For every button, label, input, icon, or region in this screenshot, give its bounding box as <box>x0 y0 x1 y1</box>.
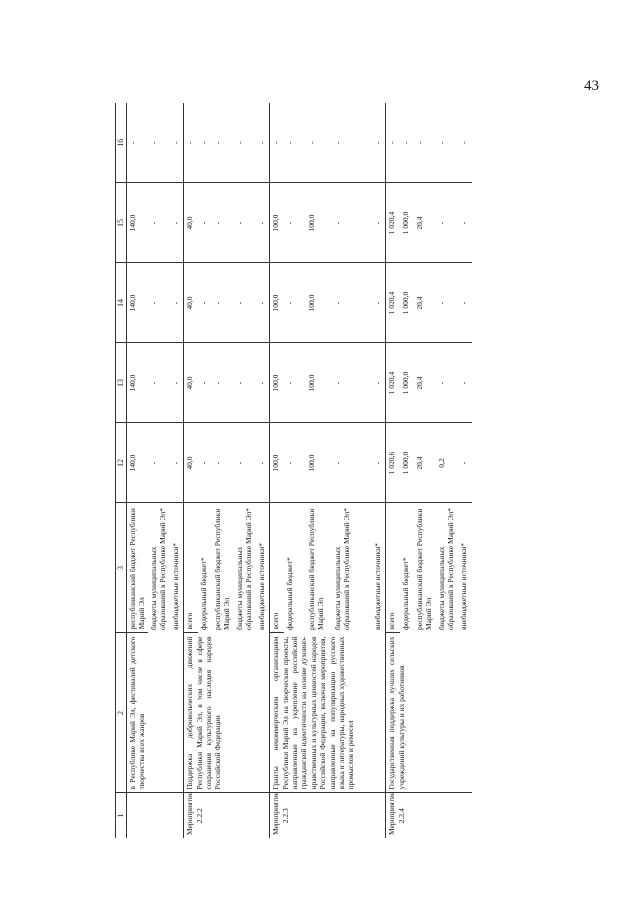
funding-source: республиканский бюджет Республики Марий Эл <box>127 503 148 633</box>
funding-source: республиканский бюджет Республики Марий Эл <box>212 508 232 630</box>
amount-cell-15: 40,0 <box>184 183 198 263</box>
amount-cell-13: - <box>372 343 386 423</box>
amount-cell-12: - <box>234 423 256 503</box>
amount-cell-13: - <box>458 343 472 423</box>
amount-cell-13: - <box>148 343 170 423</box>
amount-cell-16: - <box>270 103 284 183</box>
amount-cell-14: 100,0 <box>306 263 332 343</box>
amount-cell-13: 140,0 <box>127 343 148 423</box>
amount-cell-12: - <box>148 423 170 503</box>
funding-source: республиканский бюджет Республики Марий Эл <box>306 508 326 630</box>
amount-cell-15: 140,0 <box>127 183 148 263</box>
amount-cell-15: - <box>234 183 256 263</box>
amount-cell-15: 100,0 <box>306 183 332 263</box>
table-row <box>127 103 148 838</box>
amount-cell-16: - <box>256 103 270 183</box>
funding-source: бюджеты муниципальных образований в Республике Марий Эл* <box>436 507 456 630</box>
funding-source: федеральный бюджет* <box>400 557 410 630</box>
funding-source: республиканский бюджет Республики Марий Эл <box>414 508 434 630</box>
amount-cell-15: 1 000,0 <box>400 183 414 263</box>
amount-cell-13: - <box>284 343 306 423</box>
amount-cell-16: - <box>386 103 400 183</box>
amount-cell-13: - <box>198 343 212 423</box>
amount-cell-15: - <box>256 183 270 263</box>
amount-cell-13: 1 000,0 <box>400 343 414 423</box>
amount-cell-15: - <box>212 183 234 263</box>
amount-cell-16: - <box>127 103 148 183</box>
amount-cell-14: - <box>458 263 472 343</box>
amount-cell-12: 1 020,6 <box>386 423 400 503</box>
amount-cell-16: - <box>458 103 472 183</box>
col-header: 3 <box>116 503 127 633</box>
amount-cell-12: - <box>284 423 306 503</box>
amount-cell-12: - <box>372 423 386 503</box>
col-header: 1 <box>116 793 127 838</box>
funding-source: внебюджетные источники* <box>458 543 468 630</box>
amount-cell-16: - <box>170 103 184 183</box>
amount-cell-14: - <box>436 263 458 343</box>
amount-cell-16: - <box>148 103 170 183</box>
measure-code <box>127 793 184 838</box>
amount-cell-12: 1 000,0 <box>400 423 414 503</box>
funding-source: внебюджетные источники* <box>256 543 266 630</box>
budget-table <box>115 103 472 838</box>
amount-cell-13: - <box>212 343 234 423</box>
amount-cell-13: - <box>234 343 256 423</box>
amount-cell-14: - <box>170 263 184 343</box>
amount-cell-14: - <box>212 263 234 343</box>
amount-cell-14: - <box>148 263 170 343</box>
col-header: 2 <box>116 633 127 793</box>
amount-cell-14: 40,0 <box>184 263 198 343</box>
amount-cell-12: 20,4 <box>414 423 436 503</box>
amount-cell-14: 140,0 <box>127 263 148 343</box>
amount-cell-14: - <box>284 263 306 343</box>
amount-cell-15: - <box>458 183 472 263</box>
amount-cell-15: - <box>372 183 386 263</box>
amount-cell-16: - <box>212 103 234 183</box>
amount-cell-14: 100,0 <box>270 263 284 343</box>
amount-cell-15: 20,4 <box>414 183 436 263</box>
funding-source: всего <box>184 503 198 633</box>
measure-code: Мероприятие 2.2.2 <box>184 793 270 838</box>
amount-cell-15: - <box>332 183 372 263</box>
amount-cell-16: - <box>234 103 256 183</box>
amount-cell-12: 0,2 <box>436 423 458 503</box>
amount-cell-13: 40,0 <box>184 343 198 423</box>
amount-cell-15: - <box>284 183 306 263</box>
table-row <box>386 103 400 838</box>
amount-cell-16: - <box>306 103 332 183</box>
table-row <box>270 103 284 838</box>
col-header: 15 <box>116 183 127 263</box>
amount-cell-12: - <box>198 423 212 503</box>
measure-name: в Республике Марий Эл, фестивалей детского творчества всех жанров <box>127 633 184 793</box>
amount-cell-16: - <box>332 103 372 183</box>
funding-source: всего <box>270 503 284 633</box>
col-header: 13 <box>116 343 127 423</box>
amount-cell-16: - <box>372 103 386 183</box>
measure-code: Мероприятие 2.2.3 <box>270 793 386 838</box>
amount-cell-13: - <box>256 343 270 423</box>
amount-cell-14: - <box>372 263 386 343</box>
amount-cell-15: - <box>436 183 458 263</box>
amount-cell-14: 20,4 <box>414 263 436 343</box>
measure-name: Поддержка добровольческих движений Республики Марий Эл, в том числе в сфере сохранения культурного наследия народов Российской Федерации <box>184 633 270 793</box>
amount-cell-12: - <box>212 423 234 503</box>
amount-cell-12: 100,0 <box>306 423 332 503</box>
amount-cell-15: - <box>148 183 170 263</box>
funding-source: внебюджетные источники* <box>170 543 180 630</box>
measure-name: Государственная поддержка лучших сельских учреждений культуры и их работников <box>386 633 472 793</box>
amount-cell-16: - <box>400 103 414 183</box>
budget-table-rotated <box>115 103 560 838</box>
amount-cell-13: - <box>170 343 184 423</box>
funding-source: внебюджетные источники* <box>372 543 382 630</box>
amount-cell-12: 140,0 <box>127 423 148 503</box>
amount-cell-14: - <box>198 263 212 343</box>
amount-cell-14: 1 000,0 <box>400 263 414 343</box>
amount-cell-16: - <box>184 103 198 183</box>
amount-cell-12: - <box>458 423 472 503</box>
measure-name: Гранты некоммерческим организациям Республики Марий Эл на творческие проекты, направленные на укрепление российской гражданской идентичности на основе духовно-нравственных и культурных ценностей народов Российской Федерации, включая мероприятия, направленные на популяризацию русского языка и литературы, народных художественных промыслов и ремесел <box>270 633 386 793</box>
amount-cell-13: 100,0 <box>270 343 284 423</box>
amount-cell-12: - <box>332 423 372 503</box>
amount-cell-15: - <box>170 183 184 263</box>
table-row <box>184 103 198 838</box>
page-number: 43 <box>584 78 599 94</box>
amount-cell-13: - <box>332 343 372 423</box>
amount-cell-16: - <box>414 103 436 183</box>
amount-cell-12: 100,0 <box>270 423 284 503</box>
amount-cell-16: - <box>198 103 212 183</box>
amount-cell-12: - <box>256 423 270 503</box>
amount-cell-13: - <box>436 343 458 423</box>
funding-source: бюджеты муниципальных образований в Республике Марий Эл* <box>332 507 352 630</box>
amount-cell-14: - <box>234 263 256 343</box>
amount-cell-14: - <box>256 263 270 343</box>
amount-cell-14: 1 020,4 <box>386 263 400 343</box>
funding-source: бюджеты муниципальных образований в Республике Марий Эл* <box>234 507 254 630</box>
amount-cell-15: - <box>198 183 212 263</box>
amount-cell-15: 1 020,4 <box>386 183 400 263</box>
col-header: 12 <box>116 423 127 503</box>
amount-cell-14: - <box>332 263 372 343</box>
amount-cell-12: 40,0 <box>184 423 198 503</box>
funding-source: федеральный бюджет* <box>284 557 294 630</box>
header-row <box>116 103 127 838</box>
amount-cell-12: - <box>170 423 184 503</box>
col-header: 16 <box>116 103 127 183</box>
amount-cell-16: - <box>436 103 458 183</box>
funding-source: бюджеты муниципальных образований в Республике Марий Эл* <box>148 507 168 630</box>
funding-source: федеральный бюджет* <box>198 557 208 630</box>
measure-code: Мероприятие 2.2.4 <box>386 793 472 838</box>
amount-cell-16: - <box>284 103 306 183</box>
amount-cell-13: 1 020,4 <box>386 343 400 423</box>
amount-cell-13: 20,4 <box>414 343 436 423</box>
col-header: 14 <box>116 263 127 343</box>
amount-cell-15: 100,0 <box>270 183 284 263</box>
funding-source: всего <box>386 503 400 633</box>
amount-cell-13: 100,0 <box>306 343 332 423</box>
